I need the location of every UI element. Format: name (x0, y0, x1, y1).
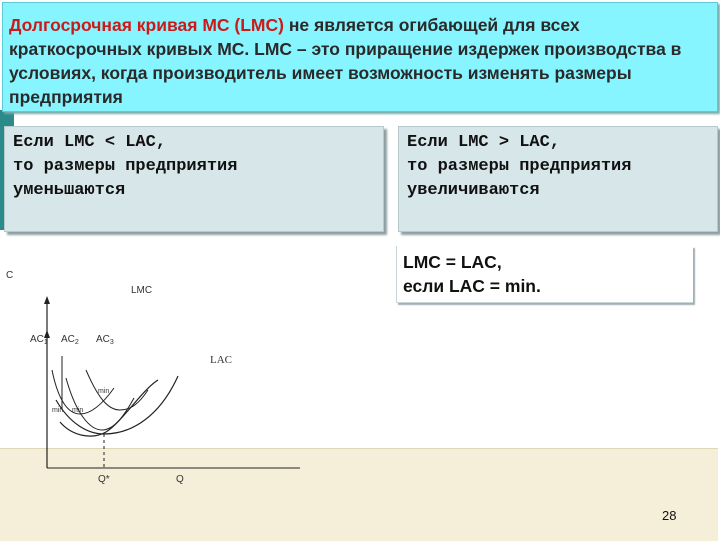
lac-label: LAC (210, 354, 232, 366)
title-box (2, 2, 718, 112)
card-a-line2: то размеры предприятия (13, 157, 238, 176)
ac3-sub: 3 (109, 339, 114, 346)
y-axis-arrow (44, 296, 50, 304)
ac3-label (96, 334, 114, 346)
ac2-text: AC (61, 334, 75, 345)
q-axis-label: Q (176, 474, 184, 485)
card-lmc-greater-text (407, 131, 631, 203)
ac1-text: AC (30, 334, 44, 345)
title-highlight: Долгосрочная кривая МС (LMC) (9, 15, 284, 35)
title-rest: не является огибающей для всех краткосрочных кривых МС. LMC – это приращение издержек производства в условиях, когда производитель имеет возможность изменять размеры предприятия (9, 15, 682, 107)
card-b-line2: то размеры предприятия (407, 157, 632, 176)
card-a-line1: Если LMC < LAC, (13, 133, 167, 152)
ac2-sub: 2 (74, 339, 79, 346)
card-lmc-greater (398, 126, 718, 232)
c-axis-label: C (6, 270, 14, 281)
lmc-label: LMC (131, 285, 153, 296)
q-star-label: Q* (98, 474, 110, 485)
card-c-line1: LMC = LAC, (403, 252, 502, 272)
cost-curves-diagram (0, 230, 330, 490)
card-lmc-equal-text (403, 250, 541, 298)
ac3-curve (86, 370, 148, 410)
min-label-1: min (98, 388, 110, 395)
min-label-3: min (72, 407, 84, 414)
card-b-line1: Если LMC > LAC, (407, 133, 561, 152)
ac1-sub: 1 (43, 339, 48, 346)
card-b-line3: увеличиваются (407, 181, 540, 200)
lac-curve (56, 376, 178, 434)
slide-title (9, 13, 709, 109)
ac1-arrow-icon (44, 330, 50, 338)
page-number: 28 (662, 508, 677, 523)
card-lmc-less-text (13, 131, 237, 203)
ac3-text: AC (96, 334, 110, 345)
card-c-line2: если LAC = min. (403, 276, 541, 296)
min-label-2: min (52, 407, 64, 414)
card-a-line3: уменьшаются (13, 181, 126, 200)
card-lmc-less (4, 126, 384, 232)
ac2-label (61, 334, 79, 346)
card-lmc-equal (396, 246, 693, 303)
